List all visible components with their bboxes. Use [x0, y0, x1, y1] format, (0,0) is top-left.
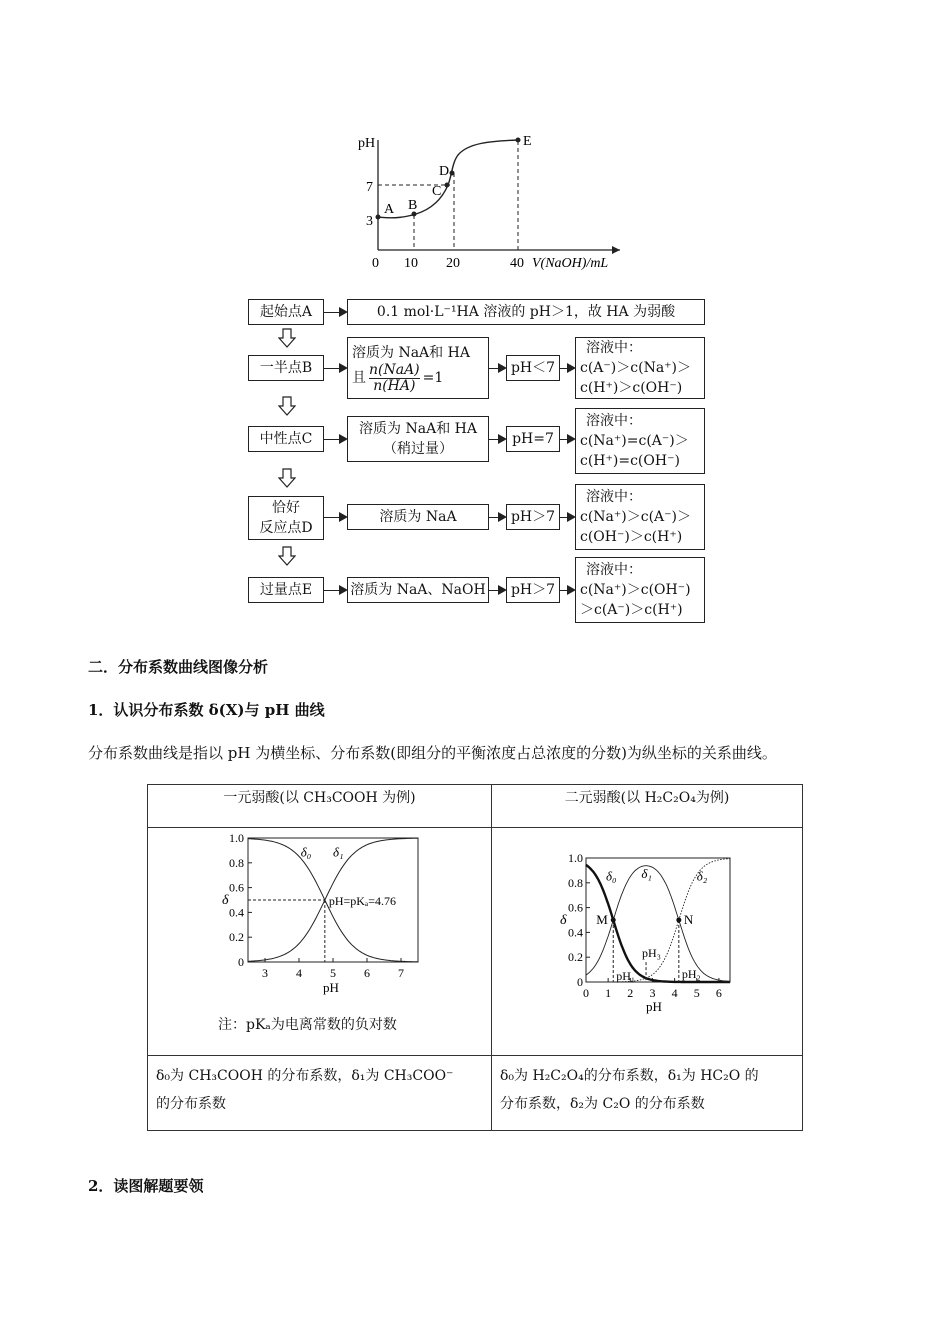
chart2-series-label: δ₁: [641, 865, 652, 881]
chart2-y-tick: 0.8: [568, 875, 583, 890]
fraction-denominator: n(HA): [373, 377, 416, 394]
flow-label-a: [248, 299, 324, 325]
sub2-title: 2．读图解题要领: [88, 1177, 204, 1195]
pka-note: 注：pKₐ为电离常数的负对数: [218, 1017, 397, 1033]
table-chart-left-cell: [148, 828, 492, 1056]
chart1-y-tick: 0.2: [229, 930, 244, 945]
flow-result-title: 溶液中：: [586, 562, 642, 578]
chart2-series-label: δ₂: [696, 868, 708, 884]
titration-y-tick: 3: [366, 214, 373, 229]
flow-desc-prefix: 且: [352, 370, 366, 386]
flow-desc-text: 0.1 mol·L⁻¹HA 溶液的 pH＞1，故 HA 为弱酸: [376, 304, 676, 320]
flow-desc-b: [347, 337, 489, 399]
chart2-y-tick: 0.4: [568, 925, 583, 940]
chart2-x-tick: 6: [715, 986, 722, 1000]
chart2-point-n: [676, 918, 681, 923]
flow-label-c: [248, 426, 324, 452]
flow-desc-line: 溶质为 NaA和 HA: [352, 344, 470, 361]
fraction-eq: =1: [422, 370, 444, 386]
fraction-numerator: n(NaA): [369, 361, 420, 378]
flow-result-d: [575, 484, 705, 550]
flow-ph-text: pH=7: [512, 431, 554, 447]
chart1-y-tick: 0.4: [229, 905, 244, 920]
flow-ph-e: [506, 577, 560, 603]
down-arrow-icon: [278, 468, 296, 488]
flow-label-text: 起始点A: [259, 304, 313, 320]
chart2-y-tick: 0.2: [568, 950, 583, 965]
flow-desc-text: 溶质为 NaA: [379, 509, 457, 525]
flow-result-b: [575, 337, 705, 399]
chart2-x-tick: 0: [583, 986, 589, 1000]
flow-desc-d: [347, 504, 489, 530]
chart2-y-tick: 0: [577, 975, 583, 989]
chart2-ylabel: δ: [560, 913, 567, 928]
flow-desc-a: [347, 299, 705, 325]
down-arrow-icon: [278, 328, 296, 348]
flow-ph-text: pH＜7: [510, 360, 556, 376]
flow-result-line: c(Na⁺)＞c(OH⁻): [580, 582, 691, 598]
point-c: [445, 183, 450, 188]
flow-result-c: [575, 408, 705, 474]
flow-desc-text: 溶质为 NaA、NaOH: [350, 582, 486, 598]
diprotic-chart: [556, 852, 756, 1022]
flow-desc-line: 溶质为 NaA和 HA: [359, 421, 477, 437]
flow-ph-text: pH＞7: [510, 509, 556, 525]
point-b-label: B: [408, 198, 418, 213]
titration-y-label: pH: [358, 136, 376, 151]
chart1-y-tick: 0.8: [229, 855, 244, 870]
body-paragraph: 分布系数曲线是指以 pH 为横坐标、分布系数(即组分的平衡浓度占总浓度的分数)为纵坐标的关系曲线。: [88, 744, 777, 762]
chart2-label-ph1: pH₁: [616, 969, 636, 983]
flow-label-line: 反应点D: [259, 520, 313, 536]
flow-result-line: c(H⁺)＞c(OH⁻): [580, 380, 683, 396]
chart1-x-tick: 5: [330, 966, 336, 980]
titration-y-tick: 7: [366, 180, 373, 195]
flow-ph-c: [506, 426, 560, 452]
chart2-x-tick: 3: [649, 986, 656, 1000]
flow-label-text: 过量点E: [259, 582, 313, 598]
chart2-label-ph2: pH₂: [681, 967, 701, 981]
titration-x-tick: 20: [446, 256, 460, 271]
sub1-title: 1．认识分布系数 δ(X)与 pH 曲线: [88, 701, 325, 719]
flow-label-line: 恰好: [272, 500, 300, 516]
foot-right-line: 分布系数，δ₂为 C₂O 的分布系数: [500, 1096, 705, 1112]
flow-desc-line: （稍过量）: [383, 441, 453, 457]
chart1-y-tick: 1.0: [229, 831, 244, 845]
flow-label-b: [248, 355, 324, 381]
chart1-series-label: δ₁: [333, 844, 344, 860]
chart2-y-tick: 1.0: [568, 852, 583, 865]
flow-label-d: [248, 496, 324, 540]
chart1-y-tick: 0: [238, 955, 244, 969]
flow-label-e: [248, 577, 324, 603]
flow-desc-c: [347, 416, 489, 462]
chart1-y-tick: 0.6: [229, 880, 244, 895]
flow-ph-b: [506, 355, 560, 381]
flow-result-line: ＞c(A⁻)＞c(H⁺): [580, 602, 683, 618]
chart2-label-n: N: [683, 912, 694, 927]
point-d: [450, 171, 455, 176]
flow-ph-text: pH＞7: [510, 582, 556, 598]
flow-result-line: c(H⁺)=c(OH⁻): [580, 453, 680, 469]
chart1-x-tick: 7: [398, 966, 404, 980]
flow-label-text: 一半点B: [259, 360, 313, 376]
point-a-label: A: [384, 202, 395, 217]
chart2-label-m: M: [596, 912, 608, 927]
flow-result-line: c(Na⁺)＞c(A⁻)＞: [580, 509, 692, 525]
chart1-x-tick: 4: [296, 966, 302, 980]
chart1-annotation: pH=pKₐ=4.76: [328, 894, 396, 908]
chart1-x-tick: 3: [262, 966, 268, 980]
down-arrow-icon: [278, 396, 296, 416]
flow-ph-d: [506, 504, 560, 530]
flow-result-title: 溶液中：: [586, 489, 642, 505]
point-d-label: D: [439, 164, 450, 179]
flow-result-title: 溶液中：: [586, 340, 642, 356]
flow-desc-e: [347, 577, 489, 603]
down-arrow-icon: [278, 546, 296, 566]
monoprotic-chart: [218, 830, 428, 998]
foot-left-line: 的分布系数: [156, 1096, 226, 1112]
chart1-xlabel: pH: [323, 980, 339, 995]
foot-right-line: δ₀为 H₂C₂O₄的分布系数，δ₁为 HC₂O 的: [500, 1068, 759, 1084]
titration-x-tick: 10: [404, 256, 418, 271]
foot-left-line: δ₀为 CH₃COOH 的分布系数，δ₁为 CH₃COO⁻: [156, 1068, 454, 1084]
chart2-y-tick: 0.6: [568, 900, 583, 915]
flow-label-text: 中性点C: [259, 431, 313, 447]
flow-result-e: [575, 557, 705, 623]
chart2-x-tick: 2: [627, 986, 634, 1000]
chart2-series-label: δ₀: [605, 868, 617, 884]
chart2-x-tick: 5: [693, 986, 700, 1000]
flow-result-line: c(A⁻)＞c(Na⁺)＞: [580, 360, 692, 376]
titration-chart: [340, 125, 640, 275]
table-foot-right: [492, 1056, 803, 1131]
table-head-right: 二元弱酸(以 H₂C₂O₄为例): [492, 785, 803, 828]
chart2-xlabel: pH: [646, 999, 662, 1014]
chart2-x-tick: 1: [605, 986, 612, 1000]
chart2-label-ph3: pH₃: [642, 946, 661, 961]
chart1-x-tick: 6: [364, 966, 370, 980]
flow-result-title: 溶液中：: [586, 413, 642, 429]
titration-x-label: V(NaOH)/mL: [532, 256, 609, 271]
point-a: [376, 215, 381, 220]
point-e-label: E: [523, 134, 532, 149]
chart2-x-tick: 4: [671, 986, 678, 1000]
distribution-table: [147, 784, 803, 1131]
flow-result-line: c(Na⁺)=c(A⁻)＞: [580, 433, 689, 449]
chart1-ylabel: δ: [222, 893, 229, 908]
titration-x-tick: 0: [372, 256, 379, 271]
point-c-label: C: [432, 184, 442, 199]
table-head-left: 一元弱酸(以 CH₃COOH 为例): [148, 785, 492, 828]
titration-x-tick: 40: [510, 256, 524, 271]
flow-result-line: c(OH⁻)＞c(H⁺): [580, 529, 683, 545]
table-chart-right-cell: [492, 828, 803, 1056]
chart1-series-label: δ₀: [300, 844, 312, 860]
section2-title: 二．分布系数曲线图像分析: [88, 658, 269, 676]
table-foot-left: [148, 1056, 492, 1131]
point-e: [516, 138, 521, 143]
chart2-point-m: [611, 918, 616, 923]
